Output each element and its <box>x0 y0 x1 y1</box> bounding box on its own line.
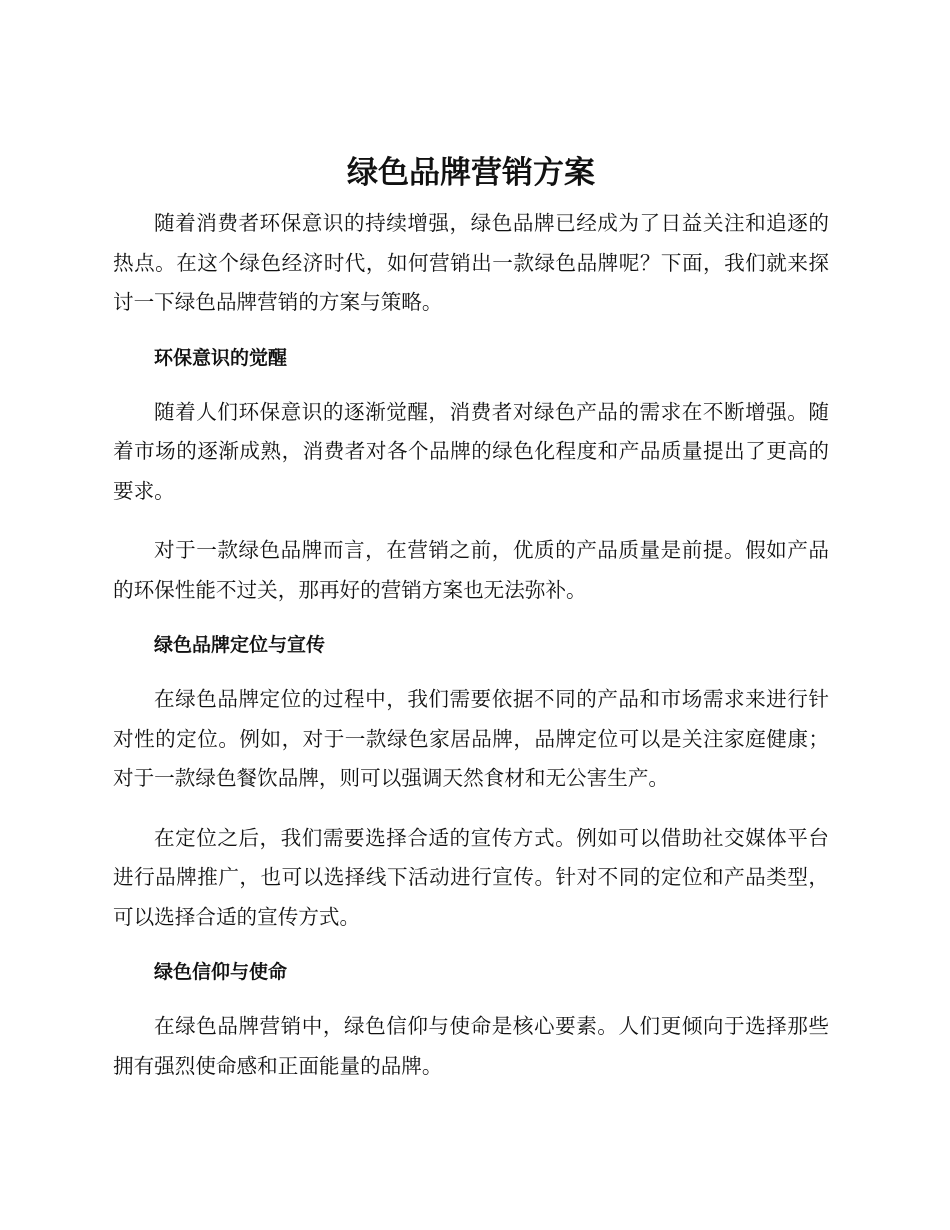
document-page <box>113 148 829 1086</box>
intro-paragraph: 随着消费者环保意识的持续增强，绿色品牌已经成为了日益关注和追逐的热点。在这个绿色经济时代，如何营销出一款绿色品牌呢？下面，我们就来探讨一下绿色品牌营销的方案与策略。 <box>113 211 829 314</box>
paragraph: 在绿色品牌定位的过程中，我们需要依据不同的产品和市场需求来进行针对性的定位。例如，对于一款绿色家居品牌，品牌定位可以是关注家庭健康；对于一款绿色餐饮品牌，则可以强调天然食材和无公害生产。 <box>113 687 829 790</box>
paragraph: 在绿色品牌营销中，绿色信仰与使命是核心要素。人们更倾向于选择那些拥有强烈使命感和正面能量的品牌。 <box>113 1014 829 1078</box>
paragraph: 在定位之后，我们需要选择合适的宣传方式。例如可以借助社交媒体平台进行品牌推广，也可以选择线下活动进行宣传。针对不同的定位和产品类型，可以选择合适的宣传方式。 <box>113 825 829 929</box>
section-heading-green-mission: 绿色信仰与使命 <box>154 961 288 983</box>
section-heading-brand-positioning: 绿色品牌定位与宣传 <box>154 634 326 656</box>
document-title: 绿色品牌营销方案 <box>347 155 595 191</box>
section-heading-eco-awareness: 环保意识的觉醒 <box>154 346 288 369</box>
paragraph: 对于一款绿色品牌而言，在营销之前，优质的产品质量是前提。假如产品的环保性能不过关，那再好的营销方案也无法弥补。 <box>113 538 829 602</box>
paragraph: 随着人们环保意识的逐渐觉醒，消费者对绿色产品的需求在不断增强。随着市场的逐渐成熟，消费者对各个品牌的绿色化程度和产品质量提出了更高的要求。 <box>113 399 829 503</box>
